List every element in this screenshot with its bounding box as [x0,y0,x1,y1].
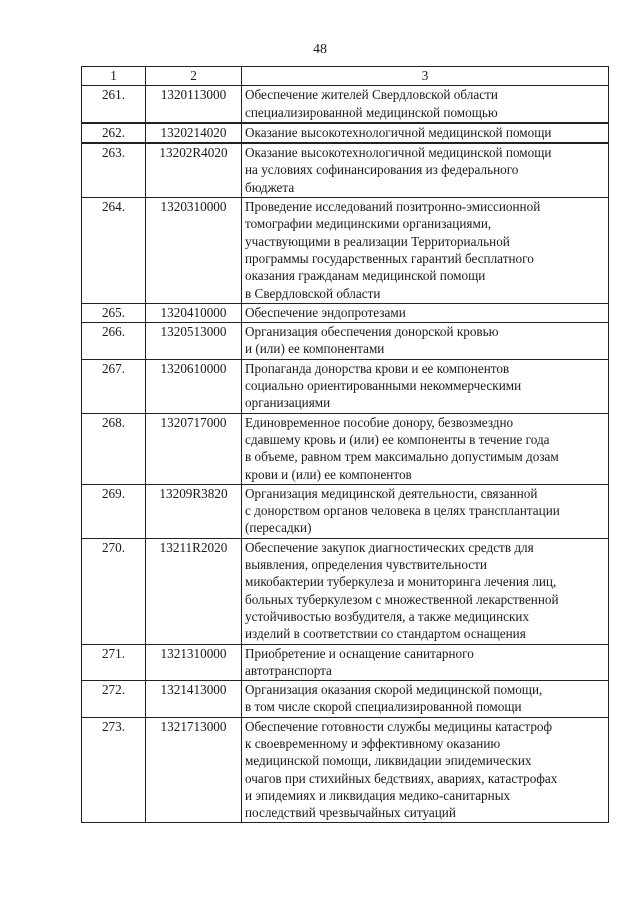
column-header-3: 3 [242,67,609,86]
description-line: оказания гражданам медицинской помощи [245,268,486,284]
expense-description [242,123,609,143]
description-line: очагов при стихийных бедствиях, авариях, катастрофах [245,770,558,786]
description-line: устойчивостью возбудителя, а также медицинских [245,608,530,624]
description-line: Обеспечение эндопротезами [245,304,406,320]
description-line: участвующими в реализации Территориальной [245,233,510,249]
description-line: в Свердловской области [245,285,381,301]
budget-code: 1321413000 [146,681,242,718]
description-line: Пропаганда донорства крови и ее компонентов [245,360,510,376]
description-line: в объеме, равном трем максимально допустимым дозам [245,449,559,465]
description-line: Организация обеспечения донорской кровью [245,324,499,340]
expense-description [242,86,609,123]
description-line: изделий в соответствии со стандартом оснащения [245,626,526,642]
row-number: 263. [82,143,146,197]
budget-code: 1321310000 [146,644,242,681]
description-line: бюджета [245,179,295,195]
header-row [82,67,609,86]
row-number: 262. [82,123,146,143]
budget-code: 13211R2020 [146,538,242,644]
description-line: выявления, определения чувствительности [245,557,487,573]
expense-description [242,681,609,718]
column-header-1: 1 [82,67,146,86]
table-row [82,413,609,484]
description-line: Организация медицинской деятельности, связанной [245,485,538,501]
budget-code: 1320610000 [146,359,242,413]
row-number: 267. [82,359,146,413]
row-number: 271. [82,644,146,681]
description-line: социально ориентированными некоммерческими [245,378,522,394]
table-row [82,123,609,143]
description-line: в том числе скорой специализированной помощи [245,699,522,715]
page-number: 48 [313,42,327,57]
budget-code: 1320113000 [146,86,242,123]
table-row [82,198,609,304]
table-row [82,86,609,123]
description-line: крови и (или) ее компонентов [245,466,412,482]
expense-description [242,538,609,644]
description-line: Организация оказания скорой медицинской помощи, [245,682,543,698]
row-number: 270. [82,538,146,644]
expense-description [242,143,609,197]
row-number: 272. [82,681,146,718]
table-row [82,303,609,322]
row-number: 269. [82,484,146,538]
table-row [82,681,609,718]
budget-code: 1320717000 [146,413,242,484]
table-row [82,717,609,823]
expense-description [242,484,609,538]
budget-code: 1320410000 [146,303,242,322]
table-row [82,484,609,538]
description-line: к своевременному и эффективному оказанию [245,735,501,751]
description-line: микобактерии туберкулеза и мониторинга лечения лиц, [245,574,557,590]
row-number: 264. [82,198,146,304]
description-line: медицинской помощи, ликвидации эпидемических [245,753,532,769]
description-line: (пересадки) [245,520,312,536]
table-body [82,86,609,823]
expense-description [242,717,609,823]
description-line: с донорством органов человека в целях трансплантации [245,503,560,519]
description-line: Обеспечение готовности службы медицины катастроф [245,718,553,734]
expense-description [242,644,609,681]
column-header-2: 2 [146,67,242,86]
table-row [82,143,609,197]
table-header [82,67,609,86]
expense-description [242,303,609,322]
description-line: больных туберкулезом с множественной лекарственной [245,591,559,607]
table-row [82,538,609,644]
budget-code: 1320214020 [146,123,242,143]
description-line: автотранспорта [245,662,332,678]
description-line: организациями [245,395,331,411]
budget-code: 1320513000 [146,323,242,360]
table-row [82,644,609,681]
description-line: Единовременное пособие донору, безвозмездно [245,414,514,430]
row-number: 273. [82,717,146,823]
description-line: томографии медицинскими организациями, [245,216,492,232]
description-line: на условиях софинансирования из федерального [245,162,519,178]
budget-code: 1320310000 [146,198,242,304]
description-line: Проведение исследований позитронно-эмиссионной [245,199,541,215]
row-number: 265. [82,303,146,322]
description-line: Обеспечение закупок диагностических средств для [245,539,534,555]
description-line: программы государственных гарантий бесплатного [245,250,534,266]
table-row [82,359,609,413]
description-line: сдавшему кровь и (или) ее компоненты в течение года [245,431,550,447]
description-line: Обеспечение жителей Свердловской области [245,87,498,103]
expense-description [242,323,609,360]
expense-description [242,198,609,304]
description-line: и (или) ее компонентами [245,341,385,357]
budget-classification-table [81,66,609,823]
row-number: 266. [82,323,146,360]
budget-code: 1321713000 [146,717,242,823]
expense-description [242,413,609,484]
description-line: Приобретение и оснащение санитарного [245,645,474,661]
row-number: 261. [82,86,146,123]
row-number: 268. [82,413,146,484]
budget-code: 13209R3820 [146,484,242,538]
table-row [82,323,609,360]
description-line: и эпидемиях и ликвидация медико-санитарных [245,787,511,803]
description-line: Оказание высокотехнологичной медицинской помощи [245,145,552,161]
description-line: последствий чрезвычайных ситуаций [245,805,456,821]
description-line: Оказание высокотехнологичной медицинской помощи [245,124,552,140]
budget-code: 13202R4020 [146,143,242,197]
expense-description [242,359,609,413]
description-line: специализированной медицинской помощью [245,104,498,120]
